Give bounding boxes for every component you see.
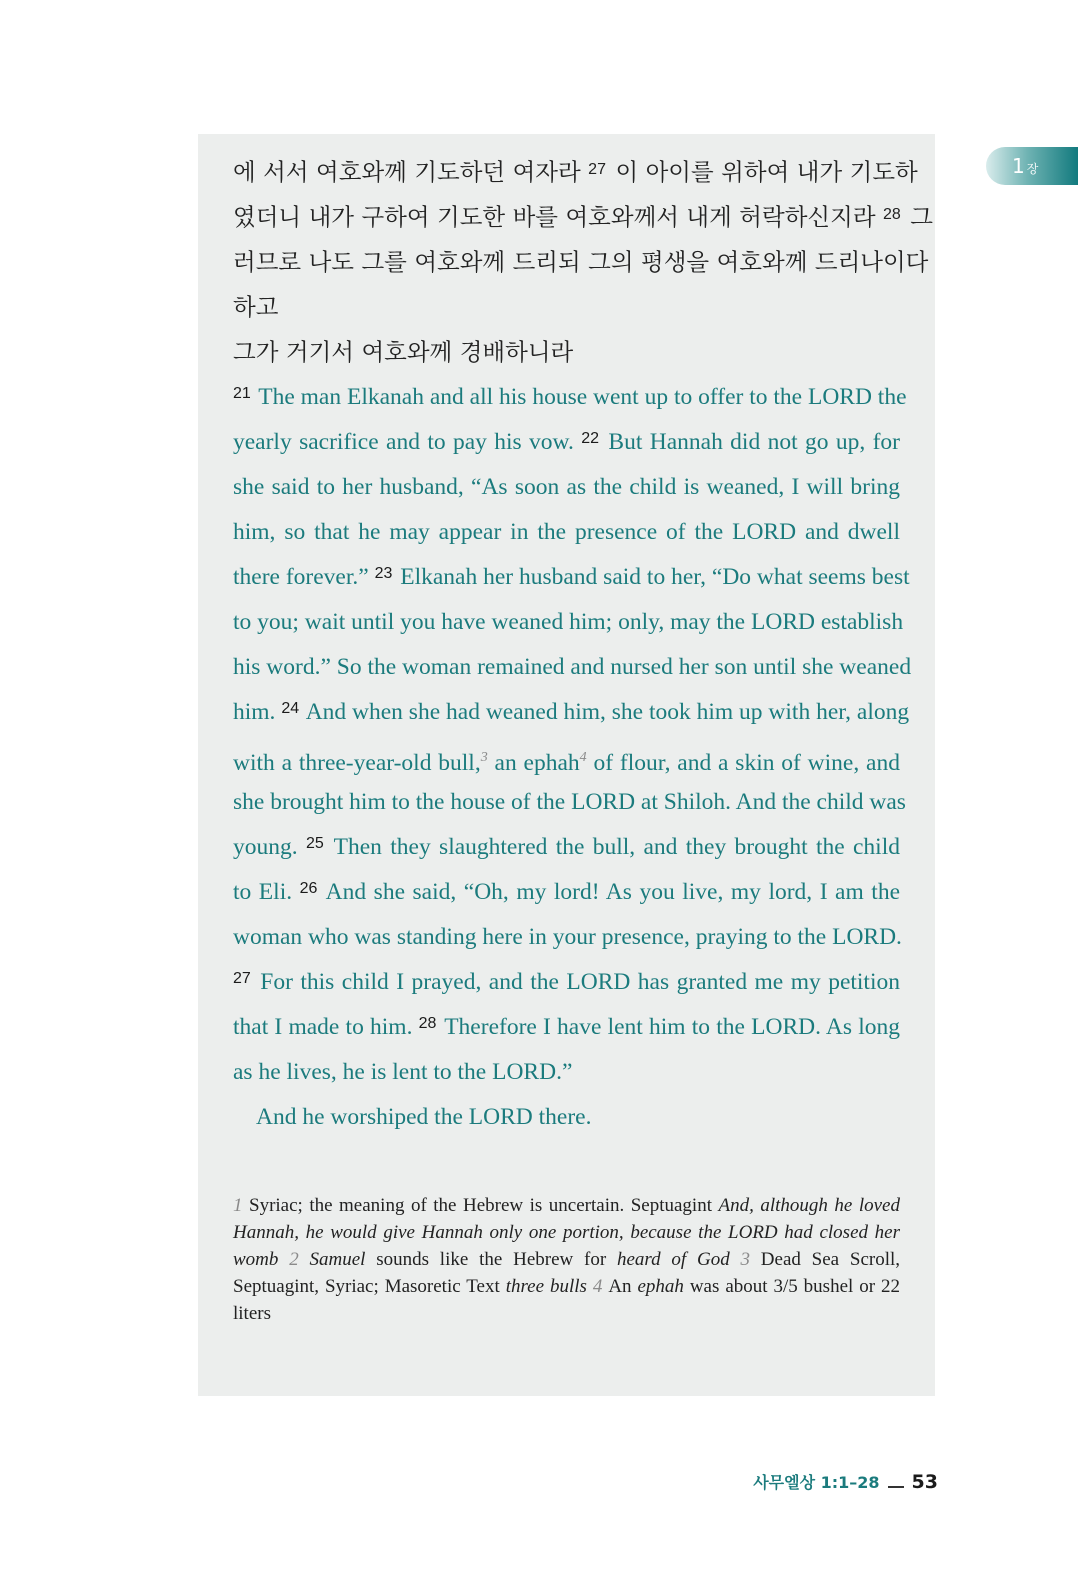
footnote-number: 3 [729, 1249, 761, 1270]
english-line: with a three-year-old bull,$^3$ an ephah$^4$ of flour, and a skin of wine, and [233, 749, 900, 776]
english-line: as he lives, he is lent to the LORD.” [233, 1059, 573, 1085]
verse-number: 28 [418, 1015, 437, 1032]
verse-number: 21 [233, 385, 251, 402]
footnote-ref: 3 [480, 750, 488, 765]
chapter-tab[interactable] [986, 147, 1078, 185]
english-line: to you; wait until you have weaned him; only, may the LORD establish [233, 609, 904, 635]
english-line: him, so that he may appear in the presence of the LORD and dwell [233, 519, 900, 545]
verse-number: 26 [299, 880, 318, 897]
english-line: yearly sacrifice and to pay his vow. $^{22}$ But Hannah did not go up, for [233, 429, 900, 455]
chapter-unit: 장 [1026, 161, 1039, 176]
verse-number: 25 [305, 835, 324, 852]
verse-number: 27 [233, 970, 251, 987]
korean-line: 에 서서 여호와께 기도하던 여자라 $^{27}$ 이 아이를 위하여 내가 기도하 [233, 158, 918, 186]
verse-number: 28 [883, 206, 901, 223]
verse-number: 24 [281, 700, 300, 717]
english-line: his word.” So the woman remained and nursed her son until she weaned [233, 654, 912, 680]
english-line: there forever.” $^{23}$ Elkanah her husband said to her, “Do what seems best [233, 564, 910, 590]
english-line: him. $^{24}$ And when she had weaned him, she took him up with her, along [233, 699, 910, 725]
footnote-number: 4 [586, 1276, 609, 1297]
footnotes: 1 Syriac; the meaning of the Hebrew is uncertain. Septuagint And, although he loved Hannah, he would give Hannah only one portion, because the LORD had closed her womb 2 Samuel sounds like the Hebrew for heard of God 3 Dead Sea Scroll, Septuagint, Syriac; Masoretic Text three bulls 4 An ephah was about 3/5 bushel or 22 liters [233, 1195, 901, 1324]
verse-number: 27 [588, 161, 606, 178]
english-line: to Eli. $^{26}$ And she said, “Oh, my lord! As you live, my lord, I am the [233, 879, 900, 905]
english-line: $^{27}$ For this child I prayed, and the LORD has granted me my petition [233, 969, 900, 995]
english-line: she said to her husband, “As soon as the child is weaned, I will bring [233, 474, 900, 500]
footnote-number: 2 [278, 1249, 310, 1270]
verse-number: 22 [581, 430, 600, 447]
korean-line: 그가 거기서 여호와께 경배하니라 [233, 338, 574, 366]
footer-separator [888, 1472, 904, 1488]
english-line: young. $^{25}$ Then they slaughtered the bull, and they brought the child [233, 834, 900, 860]
footnote-ref: 4 [579, 750, 587, 765]
page-number: 53 [911, 1471, 938, 1493]
english-line: woman who was standing here in your presence, praying to the LORD. [233, 924, 902, 950]
english-line: she brought him to the house of the LORD at Shiloh. And the child was [233, 789, 906, 815]
korean-line: 하고 [233, 293, 279, 321]
english-line: And he worshiped the LORD there. [256, 1104, 592, 1130]
korean-line: 였더니 내가 구하여 기도한 바를 여호와께서 내게 허락하신지라 $^{28}$ 그 [233, 203, 933, 231]
english-line: $^{21}$ The man Elkanah and all his house went up to offer to the LORD the [233, 384, 907, 410]
chapter-number: 1 [1012, 154, 1025, 178]
english-line: that I made to him. $^{28}$ Therefore I have lent him to the LORD. As long [233, 1014, 900, 1040]
footnote-number: 1 [233, 1195, 243, 1216]
korean-line: 러므로 나도 그를 여호와께 드리되 그의 평생을 여호와께 드리나이다 [233, 248, 929, 276]
verse-number: 23 [374, 565, 393, 582]
book-reference: 사무엘상 1:1–28 [753, 1473, 880, 1492]
page-footer [753, 1470, 938, 1493]
